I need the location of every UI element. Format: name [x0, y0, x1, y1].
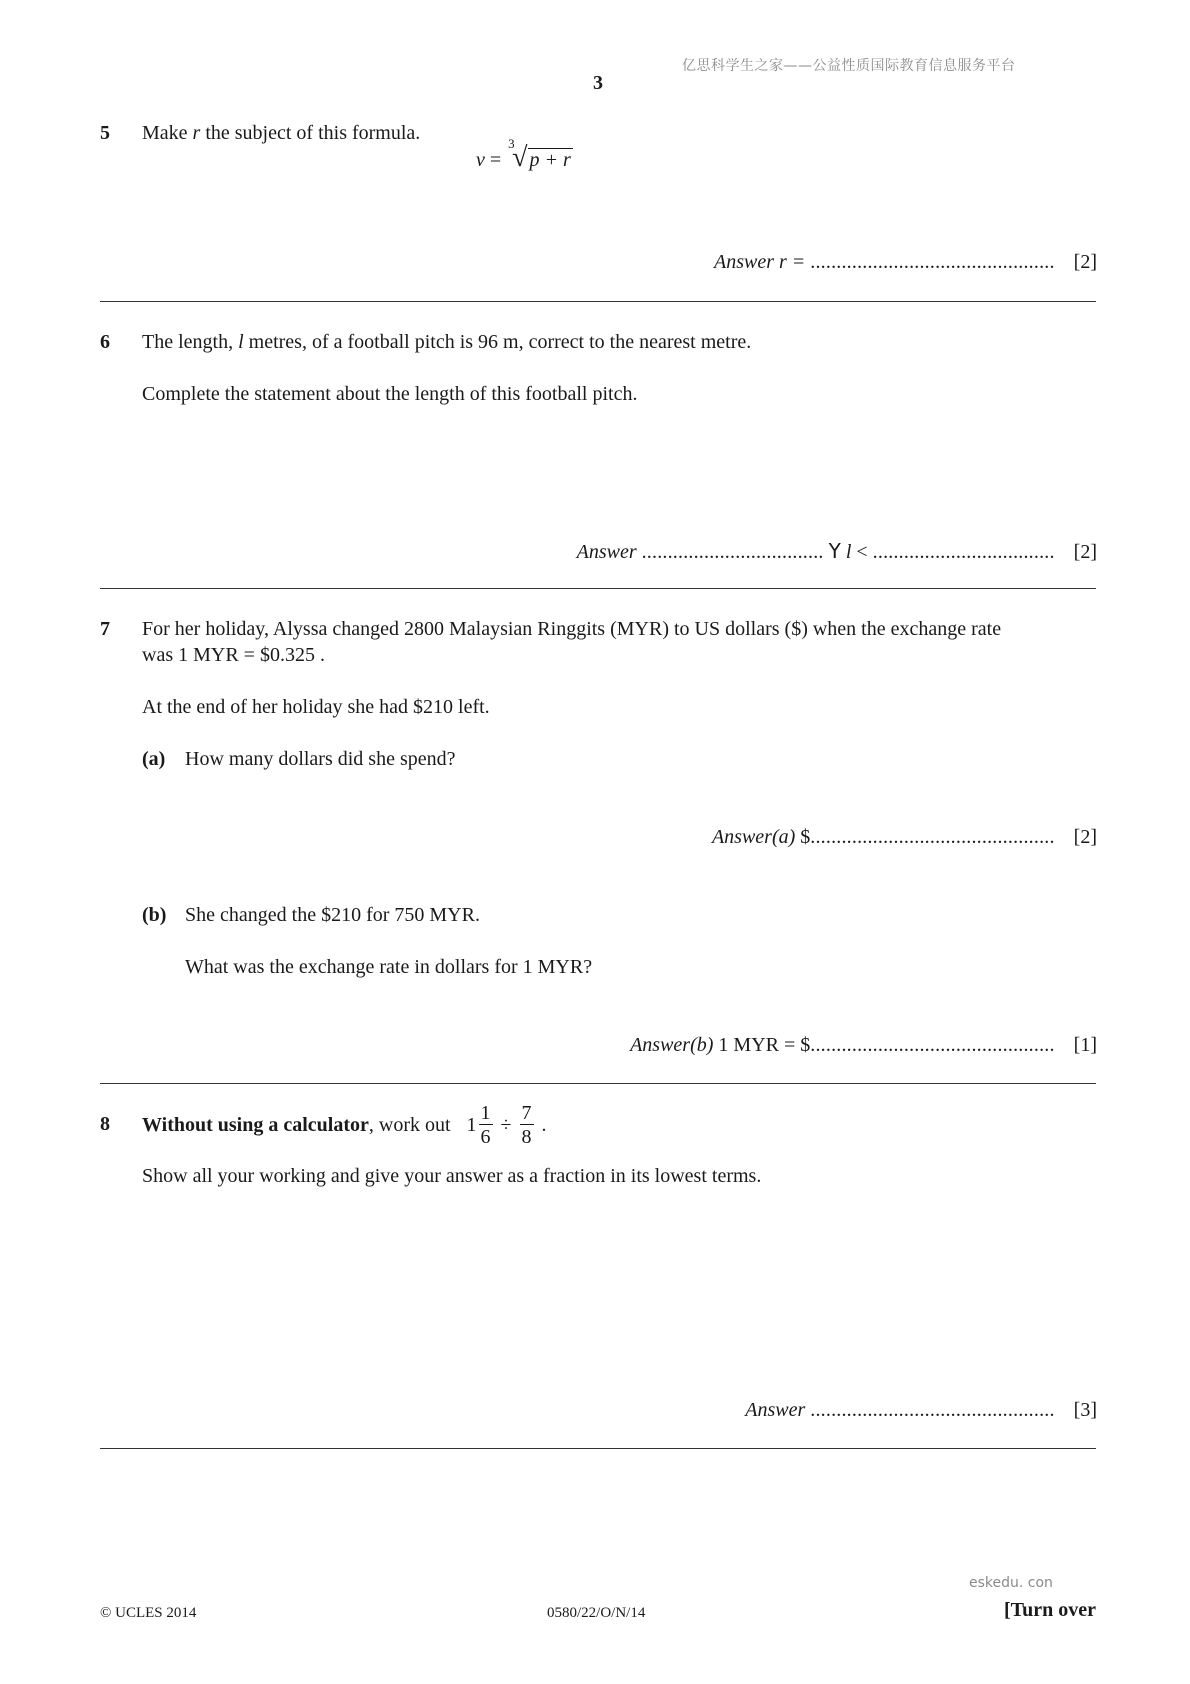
q5-answer-field[interactable]: ............................................... [810, 251, 1055, 273]
footer-copyright: © UCLES 2014 [100, 1605, 197, 1621]
page-number: 3 [593, 72, 603, 94]
q8-text: Without using a calculator , work out 1 $\frac{1}{6}$ ÷ $\frac{7}{8}$ . [142, 1102, 547, 1148]
divider [100, 588, 1096, 589]
q7a-mark: [2] [1073, 826, 1097, 848]
footer-url: eskedu. con [969, 1575, 1053, 1591]
q7-number: 7 [100, 618, 110, 640]
q8-mark: [3] [1073, 1399, 1097, 1421]
q6-symbol: Y [828, 539, 841, 563]
q6-number: 6 [100, 331, 110, 353]
q6-answer-line: Answer ................................... Y l < ................................... [2] [576, 539, 1097, 563]
q7b-answer-field[interactable]: ............................................... [810, 1034, 1055, 1056]
q7-line1: For her holiday, Alyssa changed 2800 Malaysian Ringgits (MYR) to US dollars ($) when the exchange rate [142, 618, 1002, 640]
fraction-one-sixth: $\frac{1}{6}$ [480, 1102, 491, 1148]
q5-formula: v = 3 √ p + r [476, 136, 571, 173]
divider [100, 1083, 1096, 1084]
divider [100, 301, 1096, 302]
footer-turn-over: [Turn over [1003, 1599, 1096, 1621]
q7a-label: (a) [142, 748, 166, 770]
header-watermark: 亿思科学生之家——公益性质国际教育信息服务平台 [682, 58, 1016, 74]
q8-answer-field[interactable]: ............................................... [810, 1399, 1055, 1421]
q5-answer-line: Answer r = ............................................... [2] [713, 251, 1097, 273]
q6-instruction: Complete the statement about the length of this football pitch. [142, 383, 638, 405]
q7b-text2: What was the exchange rate in dollars for 1 MYR? [185, 956, 593, 978]
cube-root: 3 √ p + r [508, 136, 571, 173]
q5-text: Make r the subject of this formula. [142, 122, 421, 144]
fraction-seven-eighths: $\frac{7}{8}$ [521, 1102, 532, 1148]
q7a-answer-field[interactable]: ............................................... [810, 826, 1055, 848]
q7b-mark: [1] [1073, 1034, 1097, 1056]
q6-answer-field-upper[interactable]: ................................... [872, 541, 1055, 563]
q7-line2: was 1 MYR = $0.325 . [142, 644, 325, 666]
q6-mark: [2] [1073, 541, 1097, 563]
q7a-answer-line: Answer(a) $............................................... [2] [711, 826, 1097, 848]
q7-line3: At the end of her holiday she had $210 left. [142, 696, 490, 718]
q7b-answer-line: Answer(b) 1 MYR = $............................................... [1] [630, 1034, 1097, 1056]
q8-number: 8 [100, 1113, 110, 1135]
q6-text: The length, l metres, of a football pitch is 96 m, correct to the nearest metre. [142, 331, 752, 353]
q8-instruction: Show all your working and give your answer as a fraction in its lowest terms. [142, 1165, 762, 1187]
divider [100, 1448, 1096, 1449]
q6-answer-field-lower[interactable]: ................................... [641, 541, 824, 563]
q5-number: 5 [100, 122, 110, 144]
footer-code: 0580/22/O/N/14 [547, 1605, 646, 1621]
q5-mark: [2] [1073, 251, 1097, 273]
q7b-text: She changed the $210 for 750 MYR. [185, 904, 480, 926]
q7a-text: How many dollars did she spend? [185, 748, 456, 770]
q8-answer-line: Answer ............................................... [3] [745, 1399, 1097, 1421]
q7b-label: (b) [142, 904, 167, 926]
